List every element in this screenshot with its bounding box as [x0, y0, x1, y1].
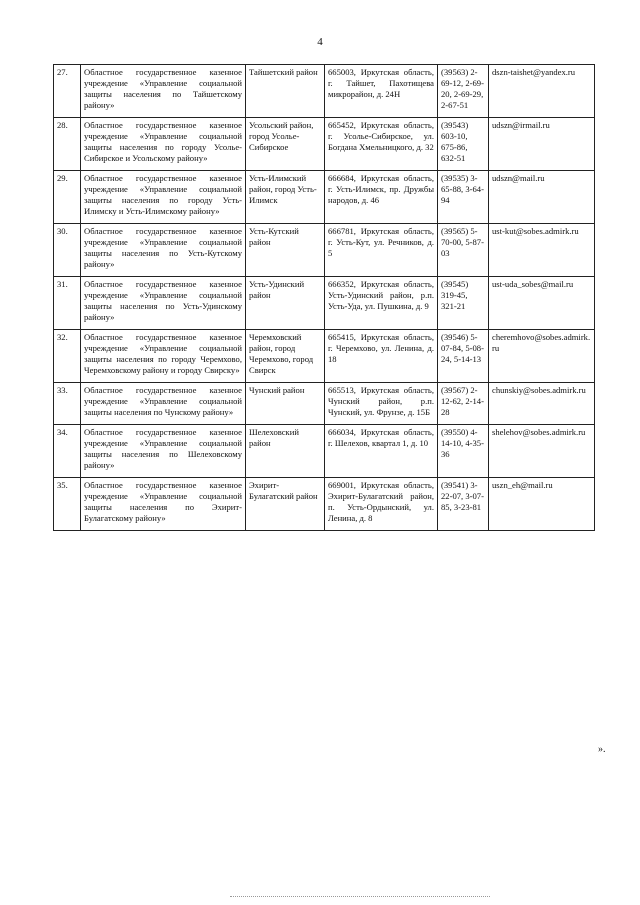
row-number-cell: 27. [54, 65, 81, 118]
phone-cell: (39546) 5-07-84, 5-08-24, 5-14-13 [438, 330, 489, 383]
table-row [54, 171, 595, 224]
table-body [54, 65, 595, 531]
address-cell: 665452, Иркутская область, г. Усолье-Сибирское, ул. Богдана Хмельницкого, д. 32 [325, 118, 438, 171]
table-row [54, 478, 595, 531]
phone-cell: (39541) 3-22-07, 3-07-85, 3-23-81 [438, 478, 489, 531]
organization-name-cell: Областное государственное казенное учреждение «Управление социальной защиты населения по Чунскому району» [81, 383, 246, 425]
district-cell: Усольский район, город Усолье-Сибирское [246, 118, 325, 171]
organization-name-cell: Областное государственное казенное учреждение «Управление социальной защиты населения по городу Усолье-Сибирское и Усольскому району» [81, 118, 246, 171]
district-cell: Тайшетский район [246, 65, 325, 118]
organization-name-cell: Областное государственное казенное учреждение «Управление социальной защиты населения по городу Усть-Илимску и Усть-Илимскому району» [81, 171, 246, 224]
table-row [54, 65, 595, 118]
address-cell: 666034, Иркутская область, г. Шелехов, квартал 1, д. 10 [325, 425, 438, 478]
address-cell: 665415, Иркутская область, г. Черемхово, ул. Ленина, д. 18 [325, 330, 438, 383]
district-cell: Эхирит-Булагатский район [246, 478, 325, 531]
row-number-cell: 35. [54, 478, 81, 531]
district-cell: Усть-Кутский район [246, 224, 325, 277]
address-cell: 669001, Иркутская область, Эхирит-Булагатский район, п. Усть-Ордынский, ул. Ленина, д. 8 [325, 478, 438, 531]
email-cell: chunskiy@sobes.admirk.ru [489, 383, 595, 425]
district-cell: Черемховский район, город Черемхово, город Свирск [246, 330, 325, 383]
email-cell: udszn@irmail.ru [489, 118, 595, 171]
address-cell: 666352, Иркутская область, Усть-Удинский район, р.п. Усть-Уда, ул. Пушкина, д. 9 [325, 277, 438, 330]
district-cell: Усть-Илимский район, город Усть-Илимск [246, 171, 325, 224]
email-cell: ust-uda_sobes@mail.ru [489, 277, 595, 330]
table-row [54, 118, 595, 171]
organization-name-cell: Областное государственное казенное учреждение «Управление социальной защиты населения по Тайшетскому району» [81, 65, 246, 118]
table-row [54, 277, 595, 330]
phone-cell: (39535) 3-65-88, 3-64-94 [438, 171, 489, 224]
row-number-cell: 34. [54, 425, 81, 478]
district-cell: Шелеховский район [246, 425, 325, 478]
row-number-cell: 33. [54, 383, 81, 425]
organization-name-cell: Областное государственное казенное учреждение «Управление социальной защиты населения по Шелеховскому району» [81, 425, 246, 478]
row-number-cell: 32. [54, 330, 81, 383]
footer-scan-line [230, 896, 490, 898]
phone-cell: (39543) 603-10, 675-86, 632-51 [438, 118, 489, 171]
table-row [54, 224, 595, 277]
row-number-cell: 30. [54, 224, 81, 277]
email-cell: ust-kut@sobes.admirk.ru [489, 224, 595, 277]
email-cell: dszn-taishet@yandex.ru [489, 65, 595, 118]
email-cell: udszn@mail.ru [489, 171, 595, 224]
table-row [54, 330, 595, 383]
phone-cell: (39563) 2-69-12, 2-69-20, 2-69-29, 2-67-51 [438, 65, 489, 118]
organization-name-cell: Областное государственное казенное учреждение «Управление социальной защиты населения по Эхирит-Булагатскому району» [81, 478, 246, 531]
address-cell: 666781, Иркутская область, г. Усть-Кут, ул. Речников, д. 5 [325, 224, 438, 277]
address-cell: 666684, Иркутская область, г. Усть-Илимск, пр. Дружбы народов, д. 46 [325, 171, 438, 224]
institutions-table [53, 64, 595, 531]
organization-name-cell: Областное государственное казенное учреждение «Управление социальной защиты населения по Усть-Кутскому району» [81, 224, 246, 277]
phone-cell: (39565) 5-70-00, 5-87-03 [438, 224, 489, 277]
phone-cell: (39545) 319-45, 321-21 [438, 277, 489, 330]
email-cell: uszn_eh@mail.ru [489, 478, 595, 531]
table-row [54, 425, 595, 478]
phone-cell: (39567) 2-12-62, 2-14-28 [438, 383, 489, 425]
address-cell: 665003, Иркутская область, г. Тайшет, Пахотищева микрорайон, д. 24Н [325, 65, 438, 118]
organization-name-cell: Областное государственное казенное учреждение «Управление социальной защиты населения по Усть-Удинскому району» [81, 277, 246, 330]
end-quote-mark: ». [598, 744, 606, 755]
address-cell: 665513, Иркутская область, Чунский район, р.п. Чунский, ул. Фрунзе, д. 15Б [325, 383, 438, 425]
row-number-cell: 29. [54, 171, 81, 224]
table-row [54, 383, 595, 425]
row-number-cell: 28. [54, 118, 81, 171]
district-cell: Чунский район [246, 383, 325, 425]
organization-name-cell: Областное государственное казенное учреждение «Управление социальной защиты населения по городу Черемхово, Черемховскому району и городу Свирску» [81, 330, 246, 383]
district-cell: Усть-Удинский район [246, 277, 325, 330]
page-number: 4 [317, 36, 323, 48]
phone-cell: (39550) 4-14-10, 4-35-36 [438, 425, 489, 478]
email-cell: shelehov@sobes.admirk.ru [489, 425, 595, 478]
row-number-cell: 31. [54, 277, 81, 330]
email-cell: cheremhovo@sobes.admirk.ru [489, 330, 595, 383]
